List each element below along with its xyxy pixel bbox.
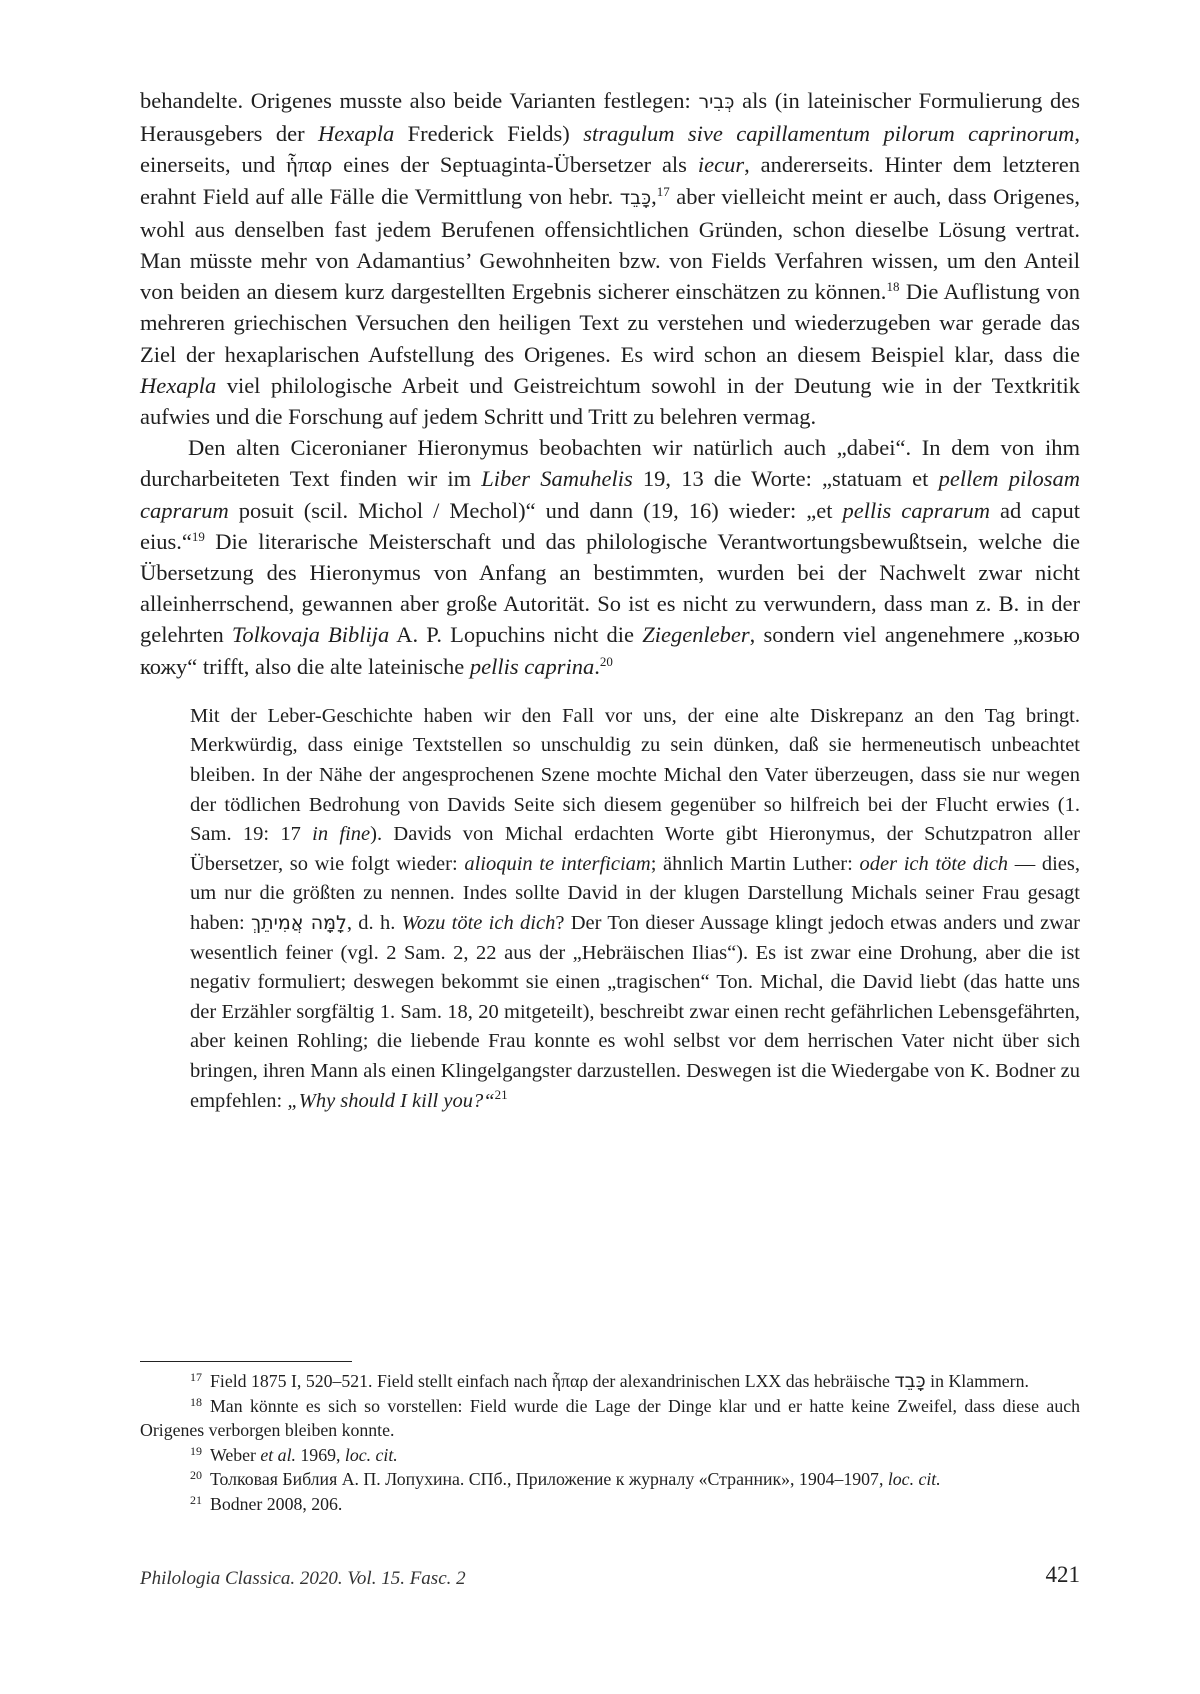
footnote-17: $^{17}$ Field 1875 I, 520–521. Field stellt einfach nach ἧπαρ der alexandrinischen LXX das hebräische כָּבֵד in Klammern. [190,1370,1029,1392]
footnote-19: $^{19}$ Weber et al. 1969, loc. cit. [190,1443,398,1465]
running-head: Philologia Classica. 2020. Vol. 15. Fasc. 2 [140,1568,466,1589]
footnote-ref-20[interactable]: 20 [599,653,613,669]
footnote-divider [140,1361,352,1362]
footnotes [140,1369,1080,1517]
paragraph-2: Den alten Ciceronianer Hieronymus beobachten wir natürlich auch „dabei“. In dem von ihm durcharbeiteten Text finden wir im Liber Samuhelis 19, 13 die Worte: „statuam et pellem pilosam caprarum posuit (scil. Michol / Mechol)“ und dann (19, 16) wieder: „et pellis caprarum ad caput eius.“$^{19}$ Die literarische Meisterschaft und das philologische Verantwortungsbewußtsein, welche die Übersetzung des Hieronymus von Anfang an bestimmten, wurden bei der Nachwelt zwar nicht alleinherrschend, gewannen aber große Autorität. So ist es nicht zu verwundern, dass man z. B. in der gelehrten Tolkovaja Biblija A. P. Lopuchins nicht die Ziegenleber, sondern viel angenehmere „козью кожу“ trifft, also die alte lateinische pellis caprina.$^{20}$ [140,435,1080,679]
hebrew-phrase: לָמָּה אֲמִיתֵךְ [250,912,347,935]
footnote-18: $^{18}$ Man könnte es sich so vorstellen: Field wurde die Lage der Dinge klar und er hatte keine Zweifel, dass diese auch Origenes verborgen bleiben konnte. [140,1394,1080,1441]
footnote-ref-21[interactable]: 21 [494,1086,508,1102]
footnote-ref-17[interactable]: 17 [656,183,670,199]
hebrew-word: כְּבִיר [698,91,735,113]
main-text [140,85,1080,1116]
footnote-ref-18[interactable]: 18 [886,279,900,295]
footnote-20: $^{20}$ Толковая Библия А. П. Лопухина. СПб., Приложение к журналу «Странник», 1904–1907, loc. cit. [190,1468,941,1490]
footnote-21: $^{21}$ Bodner 2008, 206. [190,1492,343,1514]
page-number: 421 [1045,1562,1080,1587]
paragraph-1: behandelte. Origenes musste also beide Varianten festlegen: כְּבִיר als (in lateinischer Formulierung des Herausgebers der Hexapla Frederick Fields) stragulum sive capillamentum pilorum caprinorum, einerseits, und ἧπαρ eines der Septuaginta-Übersetzer als iecur, andererseits. Hinter dem letzteren erahnt Field auf alle Fälle die Vermittlung von hebr. כָּבֵד,$^{17}$ aber vielleicht meint er auch, dass Origenes, wohl aus denselben fast jedem Berufenen offensichtlichen Gründen, schon dieselbe Lösung vertrat. Man müsste mehr von Adamantius’ Gewohnheiten bzw. von Fields Verfahren wissen, um den Anteil von beiden an diesem kurz dargestellten Ergebnis sicherer einschätzen zu können.$^{18}$ Die Auflistung von mehreren griechischen Versuchen den heiligen Text zu verstehen und wiederzugeben war gerade das Ziel der hexaplarischen Aufstellung des Origenes. Es wird schon an diesem Beispiel klar, dass die Hexapla viel philologische Arbeit und Geistreichtum sowohl in der Deutung wie in der Textkritik aufwies und die Forschung auf jedem Schritt und Tritt zu belehren vermag. [140,88,1081,430]
footnote-ref-19[interactable]: 19 [191,528,205,544]
hebrew-word: כָּבֵד [619,186,652,209]
block-quote: Mit der Leber-Geschichte haben wir den Fall vor uns, der eine alte Diskrepanz an den Tag bringt. Merkwürdig, dass einige Textstellen so unschuldig zu sein dünken, daß sie hermeneutisch unbeachtet bleiben. In der Nähe der angesprochenen Szene mochte Michal den Vater überzeugen, dass sie nur wegen der tödlichen Bedrohung von Davids Seite sich diesem gegenüber so hilfreich bei der Flucht erwies (1. Sam. 19: 17 in fine). Davids von Michal erdachten Worte gibt Hieronymus, der Schutzpatron aller Übersetzer, so wie folgt wieder: alioquin te interficiam; ähnlich Martin Luther: oder ich töte dich — dies, um nur die größten zu nennen. Indes sollte David in der klugen Darstellung Michals seiner Frau gesagt haben: לָמָּה אֲמִיתֵךְ, d. h. Wozu töte ich dich? Der Ton dieser Aussage klingt jedoch etwas anders und zwar wesentlich feiner (vgl. 2 Sam. 2, 22 aus der „Hebräischen Ilias“). Es ist zwar eine Drohung, aber die ist negativ formuliert; deswegen bekommt sie einen „tragischen“ Ton. Michal, die David liebt (das hatte uns der Erzähler sorgfältig 1. Sam. 18, 20 mitgeteilt), beschreibt zwar einen recht gefährlichen Lebensgefährten, aber keinen Rohling; die liebende Frau konnte es wohl selbst vor dem herrischen Vater nicht über sich bringen, ihren Mann als einen Klingelgangster darzustellen. Deswegen ist die Wiedergabe von K. Bodner zu empfehlen: „Why should I kill you?“$^{21}$ [190,704,1081,1112]
